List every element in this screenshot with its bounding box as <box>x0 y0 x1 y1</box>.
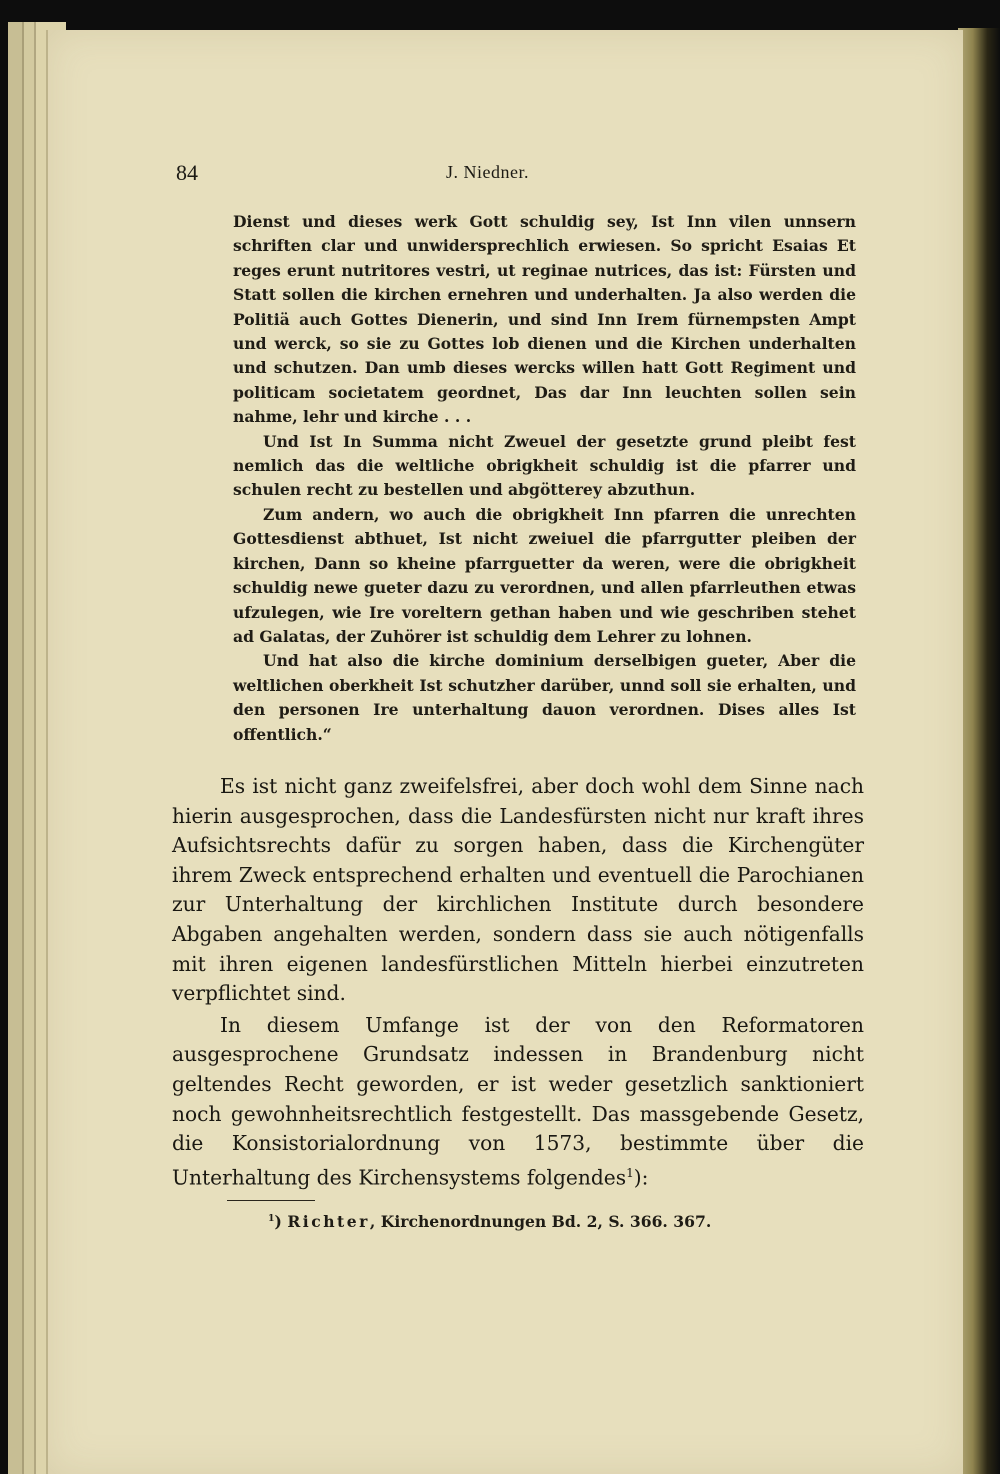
block-quote <box>233 210 856 747</box>
body-paragraph <box>172 1011 864 1193</box>
footnote-divider <box>227 1200 315 1201</box>
binding-edge <box>958 28 1000 1474</box>
footnote-marker: 1 <box>268 1212 275 1224</box>
footnote-text: , Kirchenordnungen Bd. 2, S. 366. 367. <box>369 1212 712 1231</box>
footnote <box>268 1212 711 1231</box>
body-text <box>172 772 864 1193</box>
body-paragraph-end: ): <box>633 1165 649 1190</box>
quote-paragraph: Dienst und dieses werk Gott schuldig sey, Ist Inn vilen unnsern schriften clar und unwidersprechlich erwiesen. So spricht Esaias Et reges erunt nutritores vestri, ut reginae nutrices, das ist: Fürsten und Statt sollen die kirchen ernehren und underhalten. Ja also werden die Politiä auch Gottes Dienerin, und sind Inn Irem fürnempsten Ampt und werck, so sie zu Gottes lob dienen und die Kirchen underhalten und schutzen. Dan umb dieses wercks willen hatt Gott Regiment und politicam societatem geordnet, Das dar Inn leuchten sollen sein nahme, lehr und kirche . . . <box>233 212 856 427</box>
quote-paragraph: Und hat also die kirche dominium derselbigen gueter, Aber die weltlichen oberkheit Ist schutzher darüber, unnd soll sie erhalten, und den personen Ire unterhaltung dauon verordnen. Dises alles Ist offentlich.“ <box>233 651 856 744</box>
page-number: 84 <box>176 160 198 185</box>
page-header <box>0 158 1000 192</box>
body-paragraph: Es ist nicht ganz zweifelsfrei, aber doch wohl dem Sinne nach hierin ausgesprochen, dass die Landesfürsten nicht nur kraft ihres Aufsichtsrechts dafür zu sorgen haben, dass die Kirchengüter ihrem Zweck entsprechend erhalten und eventuell die Parochianen zur Unterhaltung der kirchlichen Institute durch besondere Abgaben angehalten werden, sondern dass sie auch nötigenfalls mit ihren eigenen landesfürstlichen Mitteln hierbei einzutreten verpflichtet sind. <box>172 774 864 1006</box>
footnote-marker-close: ) <box>274 1212 282 1231</box>
footnote-reference: 1 <box>626 1165 634 1180</box>
body-paragraph-text: In diesem Umfange ist der von den Reformatoren ausgesprochene Grundsatz indessen in Brandenburg nicht geltendes Recht geworden, er ist weder gesetzlich sanktioniert noch gewohnheitsrechtlich festgestellt. Das massgebende Gesetz, die Konsistorialordnung von 1573, bestimmte über die Unterhaltung des Kirchensystems folgendes <box>172 1012 864 1190</box>
quote-paragraph: Zum andern, wo auch die obrigkheit Inn pfarren die unrechten Gottesdienst abthuet, Ist nicht zweiuel die pfarrgutter pleiben der kirchen, Dann so kheine pfarrguetter da weren, were die obrigkheit schuldig newe gueter dazu zu verordnen, und allen pfarrleuthen etwas ufzulegen, wie Ire voreltern gethan haben und wie geschriben stehet ad Galatas, der Zuhörer ist schuldig dem Lehrer zu lohnen. <box>233 504 856 646</box>
footnote-author: Richter <box>287 1212 370 1231</box>
quote-paragraph: Und Ist In Summa nicht Zweuel der gesetzte grund pleibt fest nemlich das die weltliche obrigkheit schuldig ist die pfarrer und schulen recht zu bestellen und abgötterey abzuthun. <box>233 431 856 500</box>
running-head: J. Niedner. <box>446 162 529 182</box>
